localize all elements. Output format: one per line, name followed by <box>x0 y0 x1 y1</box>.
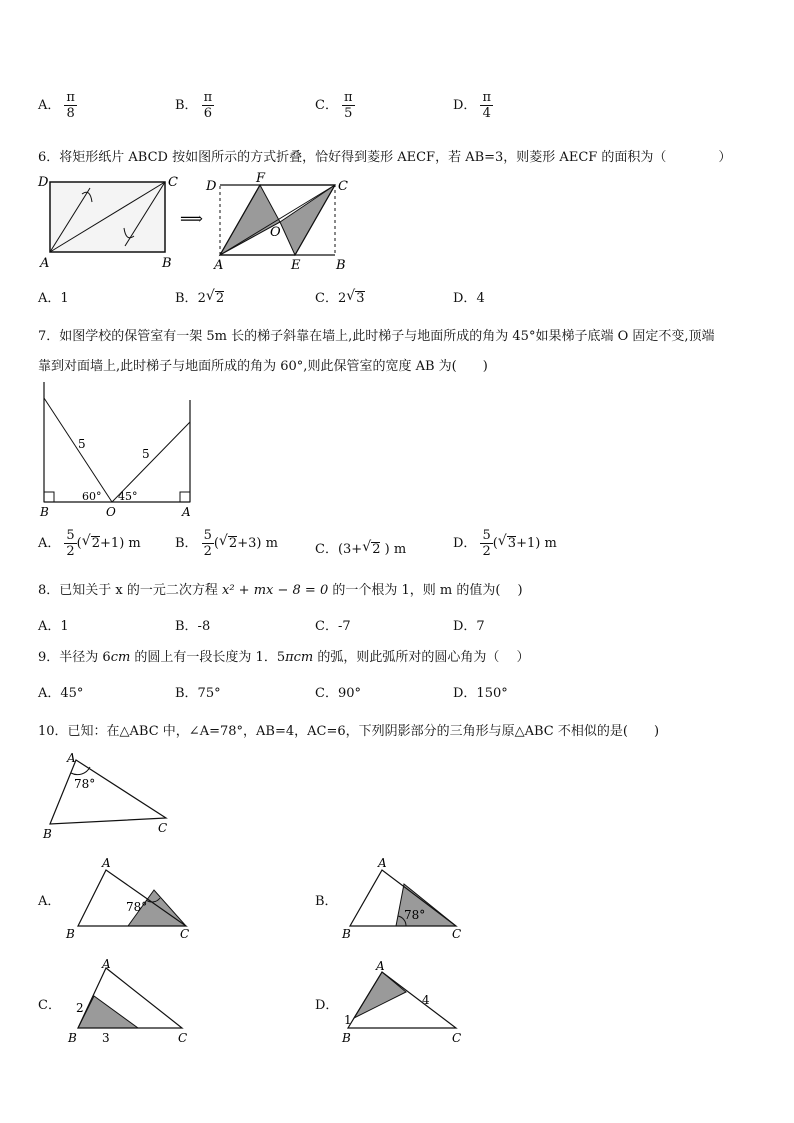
length-3: 3 <box>102 1031 110 1045</box>
q6-figure <box>30 170 360 270</box>
length-1: 1 <box>344 1013 352 1027</box>
option-value: 1 <box>60 291 69 306</box>
numerator: π <box>482 90 491 105</box>
shaded-triangle <box>354 972 406 1018</box>
q8-stem <box>38 579 523 598</box>
label-a: A <box>67 751 76 765</box>
q10-stem: 10．已知：在△ABC 中，∠A=78°，AB=4，AC=6，下列阴影部分的三角形与原△ABC 不相似的是( ) <box>38 724 660 739</box>
numerator: π <box>66 90 75 105</box>
q9-pre: 9．半径为 6 <box>38 650 111 665</box>
angle-label: 78° <box>126 900 148 914</box>
q5-option-c <box>315 90 355 121</box>
label-o: O <box>106 505 116 519</box>
q7-option-b <box>175 528 278 559</box>
q10-option-b-letter: B． <box>315 894 338 909</box>
denominator: 6 <box>203 106 212 121</box>
q8-equation: x² + mx − 8 = 0 <box>222 583 329 598</box>
label-c: C <box>158 821 168 835</box>
q9-option-b: B．75° <box>175 686 221 701</box>
denominator: 5 <box>344 106 353 121</box>
label-b: B <box>342 1031 351 1045</box>
fraction <box>202 90 215 121</box>
q9-option-a: A．45° <box>38 686 84 701</box>
option-value: 4 <box>476 291 485 306</box>
radicand: √ 3 <box>507 536 516 551</box>
q8-option-c: C．-7 <box>315 619 351 634</box>
q6-option-a <box>38 287 69 306</box>
option-letter: C． <box>315 291 338 306</box>
option-tail: ) m <box>380 542 407 557</box>
q10-option-b-figure <box>336 854 476 946</box>
option-letter: C． <box>315 98 338 113</box>
label-b: B <box>43 827 52 840</box>
option-letter: C． <box>315 542 338 557</box>
label-o: O <box>270 225 281 240</box>
label-d2: D <box>206 179 217 194</box>
paren-open: ( <box>492 536 498 551</box>
radicand: √ 2 <box>215 291 224 306</box>
q5-option-a <box>38 90 77 121</box>
fraction <box>64 90 77 121</box>
length-2: 2 <box>76 1001 84 1015</box>
angle-right: 45° <box>118 490 138 503</box>
option-letter: D． <box>453 536 477 551</box>
shaded-triangle <box>78 996 138 1028</box>
numerator: 5 <box>482 528 491 543</box>
label-e: E <box>291 258 301 270</box>
q6-stem: 6．将矩形纸片 ABCD 按如图所示的方式折叠，恰好得到菱形 AECF，若 AB=3，则菱形 AECF 的面积为（ ） <box>38 150 732 165</box>
q7-option-c <box>315 538 406 557</box>
length-left: 5 <box>78 437 86 451</box>
q10-option-d-letter: D． <box>315 998 339 1013</box>
label-a: A <box>102 957 111 971</box>
denominator: 2 <box>66 544 75 559</box>
q7-option-a <box>38 528 141 559</box>
fraction <box>480 90 493 121</box>
option-coef: 2 <box>197 291 206 306</box>
option-tail: +1) m <box>516 536 557 551</box>
label-c2: C <box>338 179 348 194</box>
q9-option-d: D．150° <box>453 686 508 701</box>
q7-option-d <box>453 528 557 559</box>
q8-option-a: A．1 <box>38 619 69 634</box>
q5-option-d <box>453 90 493 121</box>
label-a2: A <box>214 258 224 270</box>
option-tail: +1) m <box>100 536 141 551</box>
paren-open: ( <box>76 536 82 551</box>
q9-unit1: cm <box>110 650 131 665</box>
option-tail: +3) m <box>237 536 278 551</box>
length-right: 5 <box>142 447 150 461</box>
option-letter: A． <box>38 98 61 113</box>
label-a: A <box>376 959 385 973</box>
label-a: A <box>182 505 191 519</box>
label-c: C <box>452 1031 462 1045</box>
option-letter: D． <box>453 98 477 113</box>
numerator: π <box>203 90 213 105</box>
q6-option-c <box>315 287 365 306</box>
angle-arc <box>71 767 90 775</box>
diagonal-ac-2 <box>220 185 335 255</box>
label-c: C <box>168 175 178 190</box>
paren-open: ( <box>213 536 219 551</box>
q10-option-a-figure <box>60 854 200 946</box>
label-b: B <box>40 505 49 519</box>
label-b: B <box>68 1031 77 1045</box>
label-b: B <box>342 927 351 941</box>
fraction <box>64 528 76 559</box>
option-letter: B． <box>175 536 198 551</box>
q9-option-c: C．90° <box>315 686 361 701</box>
angle-label: 78° <box>404 908 426 922</box>
option-letter: B． <box>175 98 198 113</box>
angle-left: 60° <box>82 490 102 503</box>
triangle-abc <box>348 972 456 1028</box>
option-letter: A． <box>38 536 61 551</box>
q9-post: 的弧，则此弧所对的圆心角为（ ） <box>313 650 530 665</box>
q6-option-d <box>453 287 485 306</box>
denominator: 2 <box>203 544 212 559</box>
q7-stem-line1: 7．如图学校的保管室有一架 5m 长的梯子斜靠在墙上,此时梯子与地面所成的角为 45°如果梯子底端 O 固定不变,顶端 <box>38 329 715 344</box>
q8-option-b: B．-8 <box>175 619 211 634</box>
triangle-abc <box>50 760 166 824</box>
label-c: C <box>452 927 462 941</box>
radicand: √ 2 <box>228 536 237 551</box>
q9-unit2: cm <box>293 650 314 665</box>
q10-option-c-letter: C． <box>38 998 61 1013</box>
right-angle-b <box>44 492 54 502</box>
shaded-triangle-right <box>280 185 335 255</box>
q6-option-b <box>175 287 224 306</box>
numerator: π <box>343 90 353 105</box>
label-b: B <box>162 256 172 270</box>
label-a: A <box>378 856 387 870</box>
transform-arrow: ⟹ <box>180 209 203 228</box>
denominator: 2 <box>482 544 491 559</box>
q10-option-a-letter: A． <box>38 894 61 909</box>
q8-option-d: D．7 <box>453 619 485 634</box>
numerator: 5 <box>203 528 212 543</box>
option-coef: 2 <box>337 291 347 306</box>
q10-option-c-figure <box>60 956 200 1048</box>
label-f: F <box>256 171 266 186</box>
option-letter: B． <box>175 291 198 306</box>
right-angle-a <box>180 492 190 502</box>
option-letter: D． <box>453 291 477 306</box>
q10-option-d-figure <box>336 956 476 1048</box>
denominator: 4 <box>482 106 491 121</box>
radicand: √ 2 <box>371 542 380 557</box>
q9-pi: π <box>285 650 294 665</box>
label-c: C <box>178 1031 188 1045</box>
option-letter: A． <box>38 291 61 306</box>
label-b: B <box>66 927 75 941</box>
q8-post: 的一个根为 1，则 m 的值为( ) <box>328 583 523 598</box>
label-d: D <box>38 175 49 190</box>
radicand: √ 2 <box>91 536 100 551</box>
q9-stem <box>38 646 530 665</box>
label-a: A <box>40 256 50 270</box>
label-a: A <box>102 856 111 870</box>
fraction <box>480 528 492 559</box>
shaded-triangle-left <box>220 185 280 255</box>
length-4: 4 <box>422 993 430 1007</box>
numerator: 5 <box>66 528 75 543</box>
angle-label: 78° <box>74 777 96 791</box>
q8-pre: 8．已知关于 x 的一元二次方程 <box>38 583 222 598</box>
denominator: 8 <box>66 106 75 121</box>
q10-main-figure <box>40 748 180 840</box>
q9-mid: 的圆上有一段长度为 1．5 <box>130 650 286 665</box>
label-c: C <box>180 927 190 941</box>
radicand: √ 3 <box>355 291 364 306</box>
fraction <box>342 90 355 121</box>
q7-stem-line2: 靠到对面墙上,此时梯子与地面所成的角为 60°,则此保管室的宽度 AB 为( ) <box>38 359 488 374</box>
option-pre: (3+ <box>337 542 363 557</box>
fraction <box>202 528 214 559</box>
q7-figure <box>30 380 210 520</box>
q5-option-b <box>175 90 214 121</box>
label-b2: B <box>336 258 346 270</box>
